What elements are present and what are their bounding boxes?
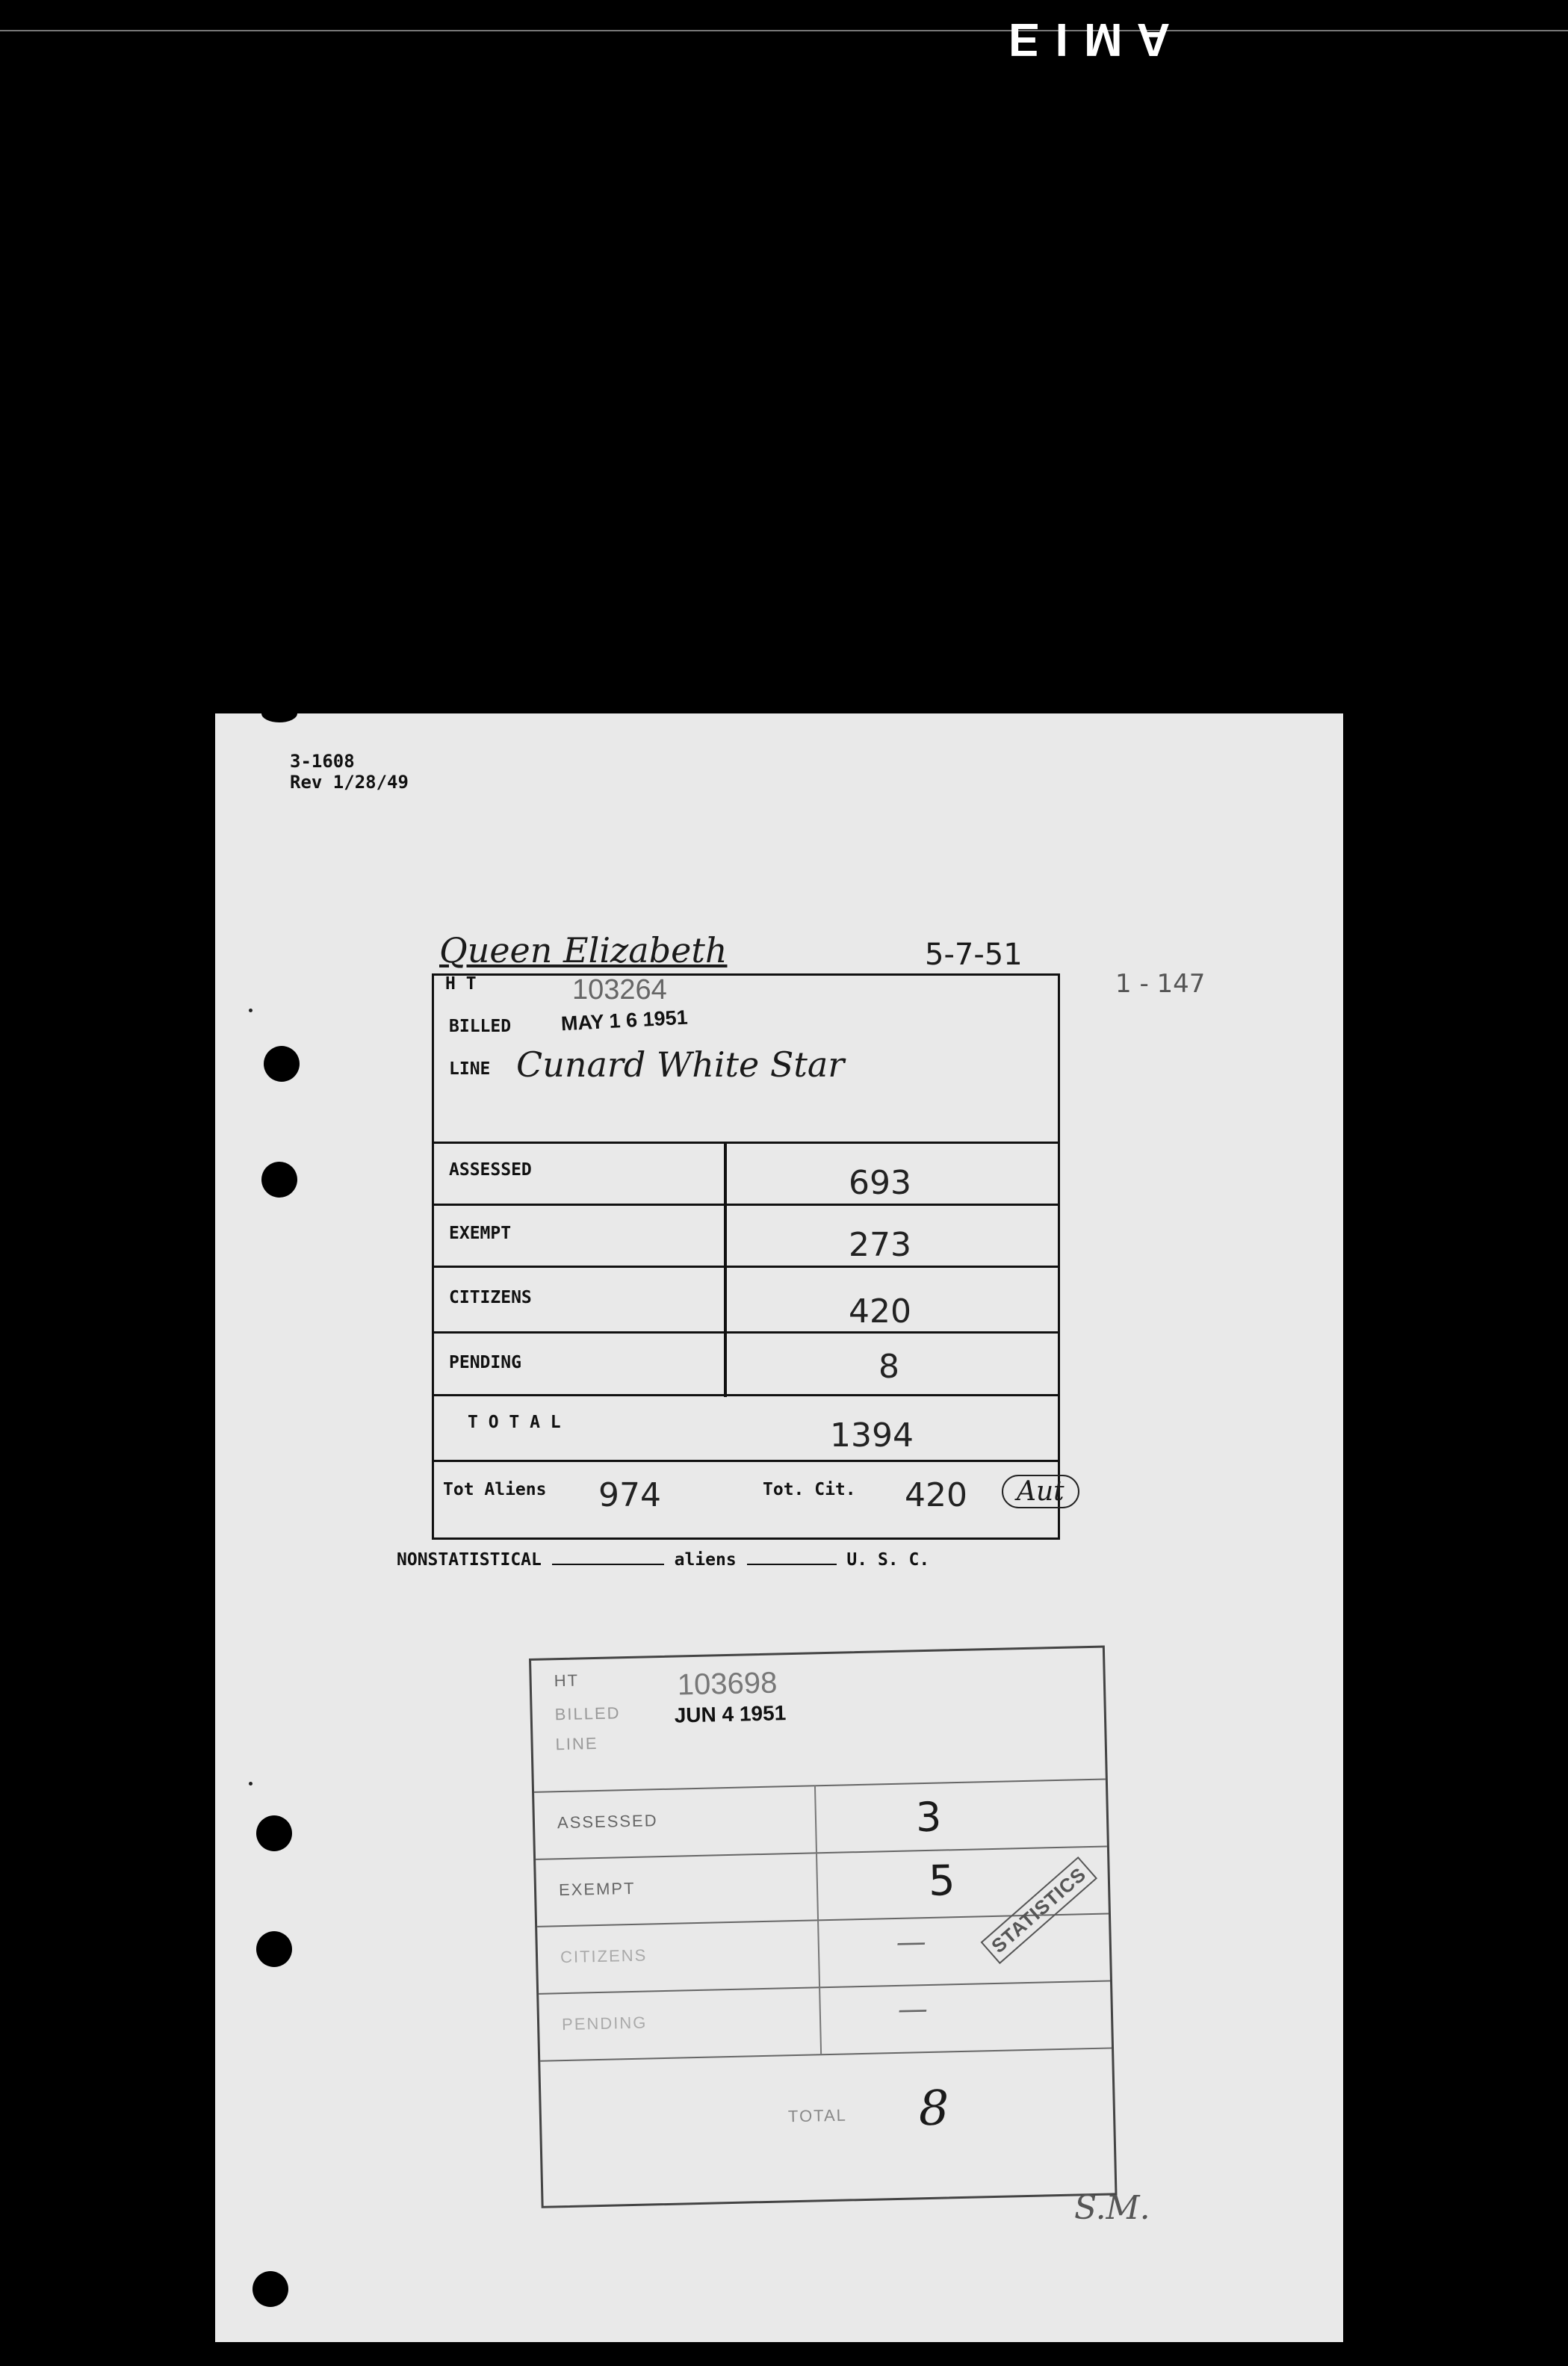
document-page <box>215 713 1343 2342</box>
assessed-value: 693 <box>849 1164 911 1202</box>
head-tax-form-stamped <box>529 1646 1117 2208</box>
form-revision-text: Rev 1/28/49 <box>290 772 409 793</box>
line-label: LINE <box>449 1059 491 1079</box>
line-value: Cunard White Star <box>516 1044 845 1085</box>
usc-blank <box>747 1564 837 1565</box>
ht-label: H T <box>445 974 477 994</box>
ht-number: 103698 <box>677 1666 778 1702</box>
speck <box>249 1009 252 1012</box>
total-value: 1394 <box>830 1416 914 1455</box>
form-rule <box>536 1846 1107 1860</box>
billed-date: MAY 1 6 1951 <box>560 1006 689 1035</box>
form-rule <box>540 2047 1112 2061</box>
pending-value: 8 <box>878 1348 899 1386</box>
citizens-label: CITIZENS <box>449 1288 532 1307</box>
assessed-label: ASSESSED <box>449 1160 532 1180</box>
citizens-label: CITIZENS <box>560 1945 648 1967</box>
margin-note: 1 - 147 <box>1115 969 1206 999</box>
exempt-label: EXEMPT <box>449 1224 512 1243</box>
form-number-text: 3-1608 <box>290 751 355 772</box>
signature: S.M. <box>1074 2189 1150 2227</box>
form-column-divider <box>724 1144 727 1397</box>
ht-number: 103264 <box>572 974 667 1006</box>
billed-label: BILLED <box>449 1017 512 1036</box>
head-tax-form <box>432 973 1065 1540</box>
form-rule <box>434 1394 1058 1396</box>
line-label: LINE <box>555 1733 598 1754</box>
initials: Aut <box>1002 1475 1079 1508</box>
assessed-value: 3 <box>915 1793 943 1842</box>
assessed-label: ASSESSED <box>557 1811 658 1833</box>
aliens-label: aliens <box>674 1550 737 1570</box>
citizens-value: 420 <box>849 1292 911 1331</box>
statistics-stamp: STATISTICS <box>981 1856 1097 1964</box>
punch-hole <box>256 1931 292 1967</box>
arrival-date: 5-7-51 <box>925 938 1023 972</box>
form-rule <box>434 1204 1058 1206</box>
billed-date: JUN 4 1951 <box>674 1701 787 1727</box>
pending-label: PENDING <box>561 2013 648 2034</box>
punch-hole <box>252 2271 288 2307</box>
punch-hole <box>261 704 297 722</box>
billed-label: BILLED <box>554 1703 621 1724</box>
speck <box>249 1782 252 1786</box>
tot-aliens-label: Tot Aliens <box>443 1480 547 1499</box>
form-rule <box>539 1980 1110 1994</box>
aliens-blank <box>552 1564 664 1565</box>
total-label: TOTAL <box>787 2105 848 2126</box>
ht-label: HT <box>554 1670 580 1691</box>
film-edge-marking <box>1008 13 1561 65</box>
vessel-name: Queen Elizabeth <box>439 930 728 970</box>
tot-cit-value: 420 <box>905 1476 967 1514</box>
form-rule <box>434 1142 1058 1144</box>
usc-label: U. S. C. <box>846 1550 930 1570</box>
exempt-value: 5 <box>928 1856 956 1906</box>
form-number <box>290 751 409 793</box>
exempt-value: 273 <box>849 1226 911 1264</box>
punch-hole <box>261 1162 297 1198</box>
nonstatistical-label: NONSTATISTICAL <box>397 1550 542 1570</box>
tot-aliens-value: 974 <box>598 1476 661 1514</box>
punch-hole <box>264 1046 300 1082</box>
total-label: T O T A L <box>468 1413 561 1432</box>
form-rule <box>434 1266 1058 1268</box>
exempt-label: EXEMPT <box>558 1878 636 1900</box>
punch-hole <box>256 1815 292 1851</box>
form-rule <box>534 1779 1106 1793</box>
tot-cit-label: Tot. Cit. <box>763 1480 856 1499</box>
citizens-value: — <box>896 1924 927 1960</box>
form-rule <box>434 1460 1058 1462</box>
film-edge-letters: E I M A <box>1008 13 1172 65</box>
nonstatistical-line <box>397 1550 929 1570</box>
form-rule <box>434 1331 1058 1334</box>
total-value: 8 <box>917 2081 950 2137</box>
pending-label: PENDING <box>449 1353 521 1372</box>
pending-value: — <box>897 1992 929 2027</box>
